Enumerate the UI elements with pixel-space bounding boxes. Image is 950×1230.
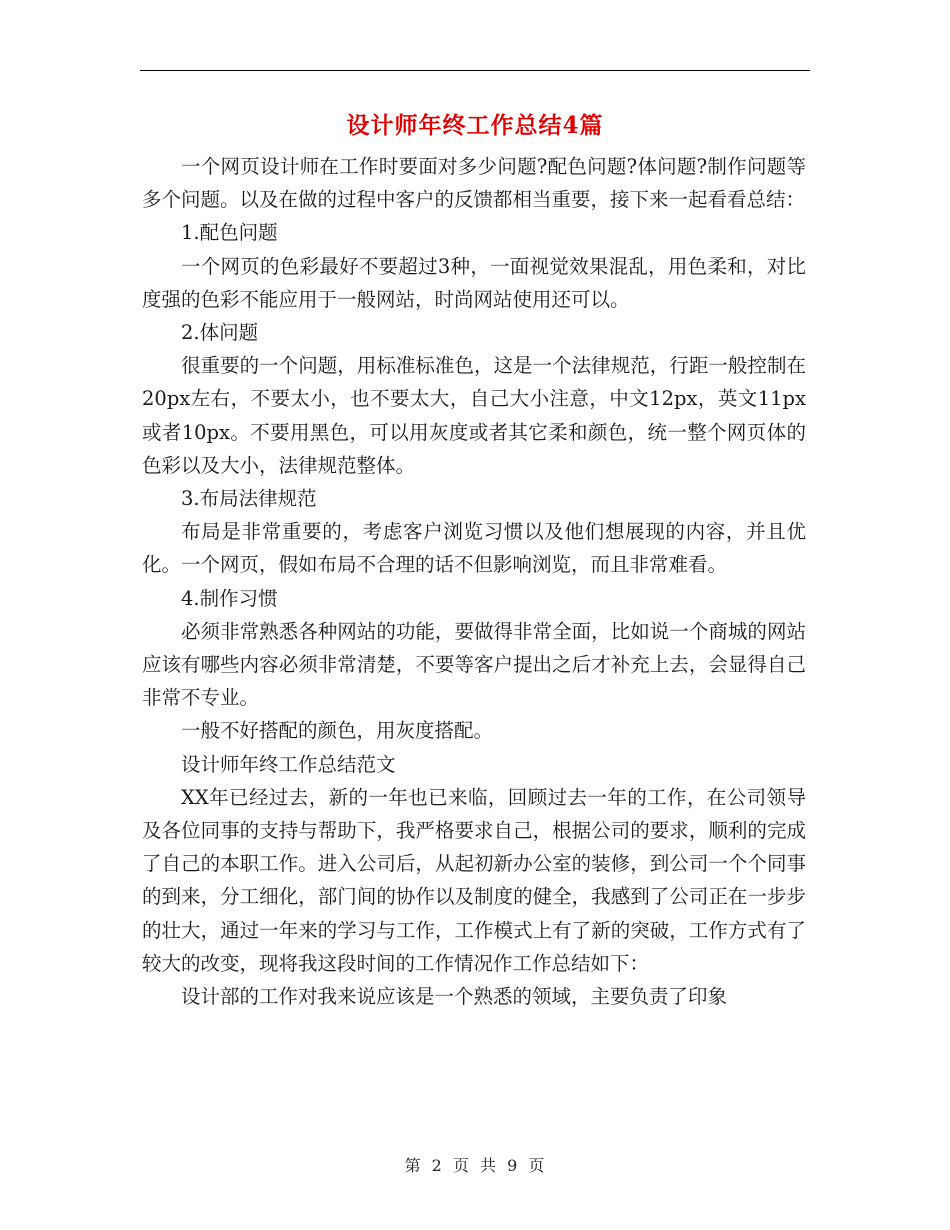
paragraph-design-dept: 设计部的工作对我来说应该是一个熟悉的领域，主要负责了印象 xyxy=(181,985,728,1009)
paragraph-font: 很重要的一个问题，用标准标准色，这是一个法律规范，行距一般控制在20px左右，不要太小，也不要太大，自己大小注意，中文12px，英文11px或者10px。不要用黑色，可以用灰度或者其它柔和颜色，统一整个网页体的色彩以及大小，法律规范整体。 xyxy=(142,354,806,477)
paragraph-layout: 布局是非常重要的，考虑客户浏览习惯以及他们想展现的内容，并且优化。一个网页，假如布局不合理的话不但影响浏览，而且非常难看。 xyxy=(142,520,806,577)
paragraph-review: XX年已经过去，新的一年也已来临，回顾过去一年的工作，在公司领导及各位同事的支持与帮助下，我严格要求自己，根据公司的要求，顺利的完成了自己的本职工作。进入公司后，从起初新办公室的装修，到公司一个个同事的到来，分工细化，部门间的协作以及制度的健全，我感到了公司正在一步步的壮大，通过一年来的学习与工作，工作模式上有了新的突破，工作方式有了较大的改变，现将我这段时间的工作情况作工作总结如下： xyxy=(142,785,806,975)
section-heading-sample: 设计师年终工作总结范文 xyxy=(181,752,396,776)
paragraph-intro: 一个网页设计师在工作时要面对多少问题?配色问题?体问题?制作问题等多个问题。以及在做的过程中客户的反馈都相当重要，接下来一起看看总结： xyxy=(142,155,806,212)
section-heading-color: 1.配色问题 xyxy=(181,221,278,245)
header-rule xyxy=(140,70,810,71)
paragraph-gray: 一般不好搭配的颜色，用灰度搭配。 xyxy=(181,719,494,743)
document-body xyxy=(142,150,806,1013)
paragraph-color: 一个网页的色彩最好不要超过3种，一面视觉效果混乱，用色柔和，对比度强的色彩不能应用于一般网站，时尚网站使用还可以。 xyxy=(142,254,806,311)
paragraph-habits: 必须非常熟悉各种网站的功能，要做得非常全面，比如说一个商城的网站应该有哪些内容必须非常清楚，不要等客户提出之后才补充上去，会显得自己非常不专业。 xyxy=(142,619,806,710)
section-heading-layout: 3.布局法律规范 xyxy=(181,487,317,511)
page-number: 第 2 页 共 9 页 xyxy=(404,1156,546,1175)
section-heading-habits: 4.制作习惯 xyxy=(181,586,278,610)
document-title: 设计师年终工作总结4篇 xyxy=(346,112,604,139)
section-heading-font: 2.体问题 xyxy=(181,321,259,345)
